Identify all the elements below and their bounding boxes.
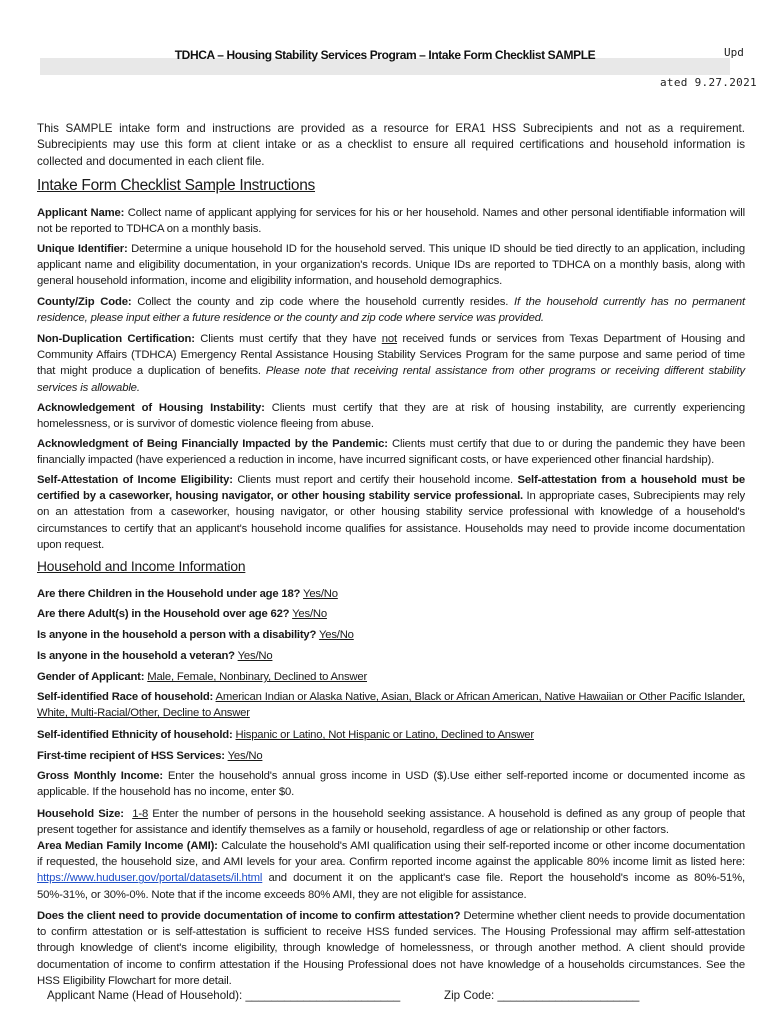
ack-pandemic-text: Clients must certify that due to or during the pandemic they have been financially impacted (have experienced a reduction in income, have incurred significant costs, or have experienced other financial hardship). xyxy=(37,438,745,467)
question-label: Are there Children in the Household under age 18? xyxy=(37,588,301,600)
question-first-time xyxy=(37,748,262,764)
intro-paragraph: This SAMPLE intake form and instructions are provided as a resource for ERA1 HSS Subrecipients and not as a requirement. Subrecipients may use this form at client intake or as a checklist to ensure all required certifications and household information is collected and documented in each client file. xyxy=(37,122,745,168)
non-duplication-instruction xyxy=(37,331,745,396)
gross-income-instruction xyxy=(37,768,745,800)
question-race xyxy=(37,689,745,721)
question-label: Self-identified Race of household: xyxy=(37,691,214,703)
self-attest-text-a: Clients must report and certify their household income. xyxy=(232,474,518,486)
question-adults62 xyxy=(37,606,327,622)
county-zip-note: If the household currently has no permanent residence, please input either a future residence or the county and zip code where service was provided. xyxy=(37,296,745,325)
updated-date-part1: Upd xyxy=(724,46,744,59)
ami-instruction xyxy=(37,838,745,903)
hud-income-limits-link[interactable]: https://www.huduser.gov/portal/datasets/il.html xyxy=(37,872,263,885)
self-attest-bold: Self-attestation from a household must be certified by a caseworker, housing navigator, or other housing stability service professional. xyxy=(37,474,746,503)
question-ethnicity xyxy=(37,727,534,743)
question-disability xyxy=(37,627,354,643)
answer-options: American Indian or Alaska Native, Asian, Black or African American, Native Hawaiian or Other Pacific Islander, White, Multi-Racial/Other, Decline to Answer xyxy=(37,691,745,719)
answer-options: Yes/No xyxy=(237,650,273,662)
answer-options: Male, Female, Nonbinary, Declined to Answer xyxy=(147,671,368,683)
question-label: Are there Adult(s) in the Household over age 62? xyxy=(37,608,290,620)
pandemic-impact-instruction xyxy=(37,436,745,468)
ack-pandemic-label: Acknowledgment of Being Financially Impacted by the Pandemic: xyxy=(37,438,388,450)
answer-options: Hispanic or Latino, Not Hispanic or Latino, Declined to Answer xyxy=(235,729,534,741)
household-size-label: Household Size: xyxy=(37,808,124,820)
applicant-name-instruction xyxy=(37,205,745,237)
instructions-heading: Intake Form Checklist Sample Instructions xyxy=(37,177,316,194)
self-attest-label: Self-Attestation of Income Eligibility: xyxy=(37,474,233,486)
ami-label: Area Median Family Income (AMI): xyxy=(37,840,218,852)
non-dup-not: not xyxy=(381,333,398,345)
question-veteran xyxy=(37,648,272,664)
non-dup-text-b: received funds or services from Texas Department of Housing and Community Affairs (TDHCA) Emergency Rental Assistance Housing Stability Services Program for the same purpose and same period of time that might produce a duplication of benefits. xyxy=(37,333,745,378)
unique-id-label: Unique Identifier: xyxy=(37,243,128,255)
household-size-range: 1-8 xyxy=(132,808,149,820)
non-dup-label: Non-Duplication Certification: xyxy=(37,333,195,345)
non-dup-note: Please note that receiving rental assistance from other programs or receiving different stability services is allowable. xyxy=(37,365,745,394)
question-label: Self-identified Ethnicity of household: xyxy=(37,729,233,741)
unique-id-instruction xyxy=(37,241,745,290)
answer-options: Yes/No xyxy=(227,750,263,762)
gross-income-text: Enter the household's annual gross income in USD ($).Use either self-reported income or documented income as applicable. If the household has no income, enter $0. xyxy=(37,770,745,799)
question-label: First-time recipient of HSS Services: xyxy=(37,750,225,762)
non-dup-text-a: Clients must certify that they have xyxy=(194,333,382,345)
question-label: Is anyone in the household a person with a disability? xyxy=(37,629,317,641)
question-label: Is anyone in the household a veteran? xyxy=(37,650,235,662)
county-zip-instruction xyxy=(37,294,745,326)
ack-instability-label: Acknowledgement of Housing Instability: xyxy=(37,402,265,414)
answer-options: Yes/No xyxy=(318,629,354,641)
documentation-text: Determine whether client needs to provide documentation to confirm attestation or is self-attestation is sufficient to receive HSS funded services. The Housing Professional may affirm self-attestation through knowledge of client's income eligibility, through knowledge of homelessness, or through another method. A client should provide documentation of income to confirm attestation if the Housing Professional does not have knowledge of a households circumstances. See the HSS Eligibility Flowchart for more detail. xyxy=(37,910,745,987)
answer-options: Yes/No xyxy=(292,608,327,620)
housing-instability-instruction xyxy=(37,400,745,432)
household-heading: Household and Income Information xyxy=(37,559,246,574)
question-children xyxy=(37,586,338,602)
county-zip-label: County/Zip Code: xyxy=(37,296,132,308)
answer-options: Yes/No xyxy=(303,588,338,600)
applicant-name-label: Applicant Name: xyxy=(37,207,125,219)
zip-code-field[interactable]: Zip Code: ______________________ xyxy=(444,989,640,1002)
household-size-instruction xyxy=(37,806,745,838)
documentation-label: Does the client need to provide documentation of income to confirm attestation? xyxy=(37,910,461,922)
documentation-instruction xyxy=(37,908,745,989)
document-title: TDHCA – Housing Stability Services Program – Intake Form Checklist SAMPLE xyxy=(174,48,596,62)
household-size-text: Enter the number of persons in the household seeking assistance. A household is defined as any group of people that present together for assistance and identify themselves as a family or household, regardless of age or relationship or other factors. xyxy=(37,808,745,837)
self-attestation-instruction xyxy=(37,472,745,553)
gross-income-label: Gross Monthly Income: xyxy=(37,770,164,782)
question-label: Gender of Applicant: xyxy=(37,671,145,683)
ami-text-b: and document it on the applicant's case file. Report the household's income as 80%-51%, 50%-31%, or 30%-0%. Note that if the income exceeds 80% AMI, they are not eligible for assistance. xyxy=(37,872,745,901)
question-gender xyxy=(37,669,367,685)
applicant-name-text: Collect name of applicant applying for services for his or her household. Names and other personal identifiable information will not be reported to TDHCA on a monthly basis. xyxy=(37,207,745,236)
ack-instability-text: Clients must certify that they are at risk of housing instability, are currently experiencing homelessness, or is survivor of domestic violence fleeing from abuse. xyxy=(37,402,746,431)
county-zip-text: Collect the county and zip code where the household currently resides. xyxy=(131,296,514,308)
unique-id-text: Determine a unique household ID for the household served. This unique ID should be tied directly to an application, including applicant name and eligibility documentation, in your organization's records. Unique IDs are reported to TDHCA on a monthly basis, along with general household information, income and eligibility information, and household demographics. xyxy=(37,243,745,288)
applicant-name-field[interactable]: Applicant Name (Head of Household): ________________________ xyxy=(47,989,401,1002)
self-attest-text-b: In appropriate cases, Subrecipients may rely on an attestation from a caseworker, housing navigator, or other housing stability service professional with knowledge of a household's circumstances to certify that an applicant's household income qualifies for assistance. Households may need to provide income documentation upon request. xyxy=(37,490,745,551)
updated-date-part2: ated 9.27.2021 xyxy=(660,76,757,89)
ami-text-a: Calculate the household's AMI qualification using their self-reported income or other income documentation if requested, the household size, and AMI levels for your area. Confirm reported income against the applicable 80% income limit as listed here: xyxy=(37,840,745,869)
